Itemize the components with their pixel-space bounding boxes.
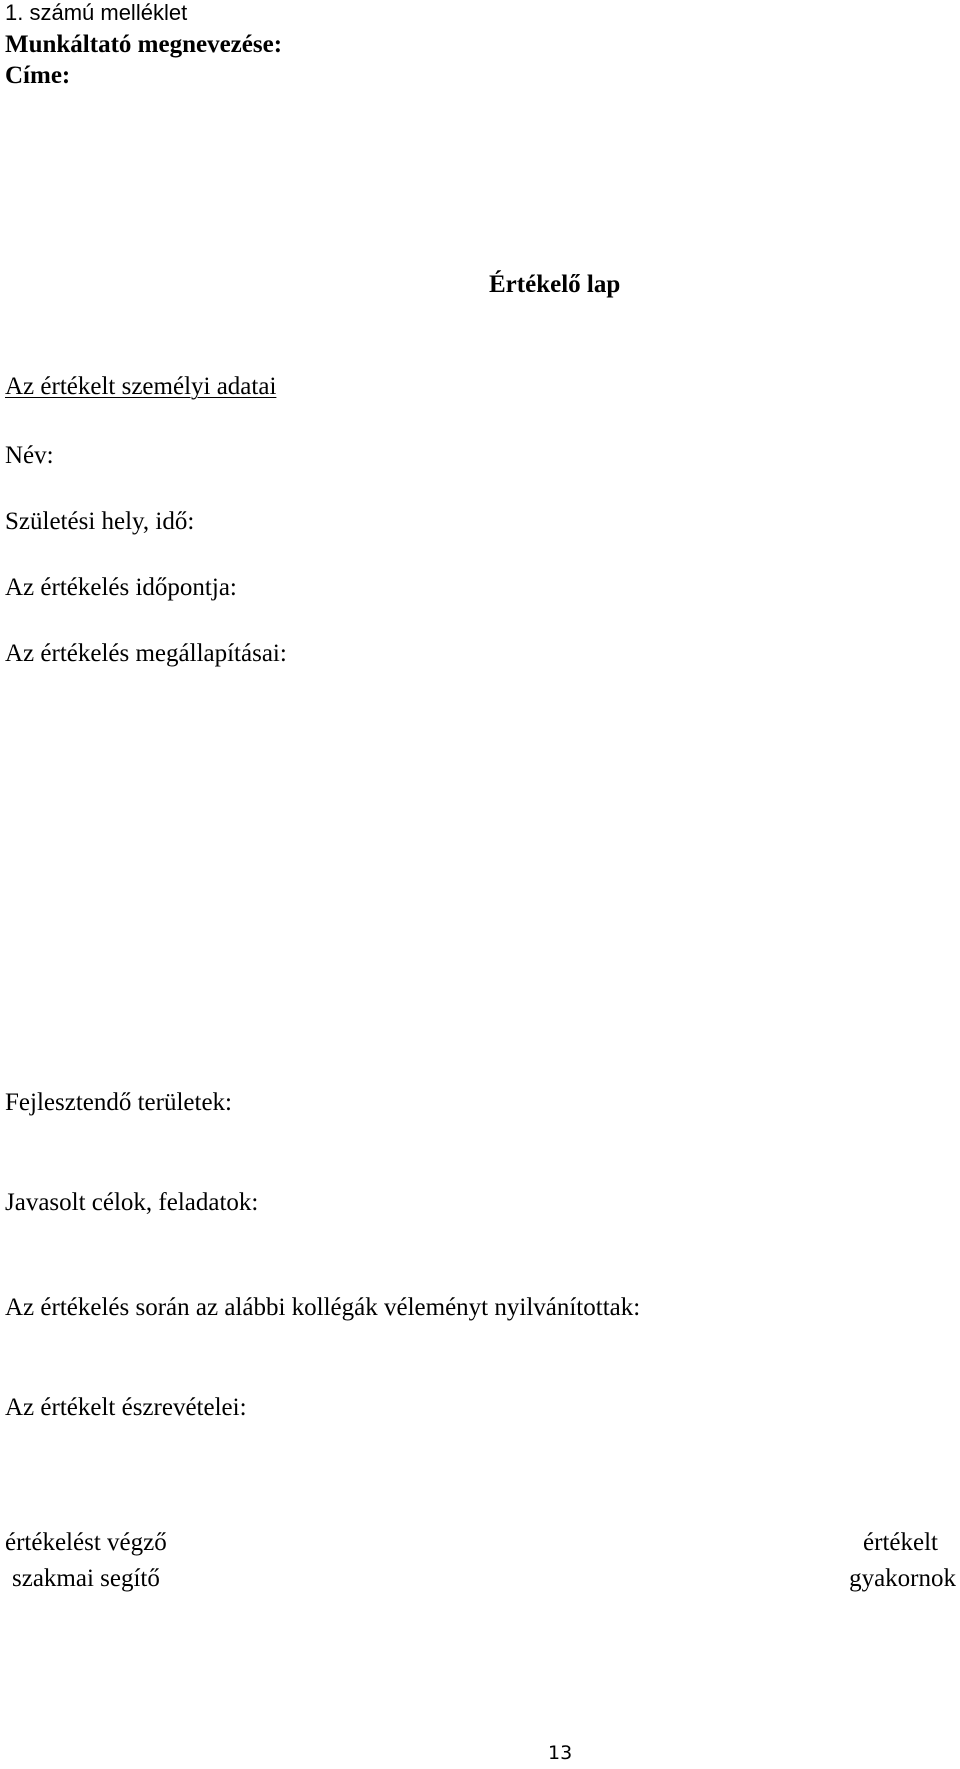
signature-right-line1: értékelt xyxy=(863,1529,938,1556)
page-number: 13 xyxy=(548,1742,573,1764)
development-areas-label: Fejlesztendő területek: xyxy=(5,1089,233,1116)
evaluation-date-label: Az értékelés időpontja: xyxy=(5,574,237,601)
suggested-goals-label: Javasolt célok, feladatok: xyxy=(5,1189,259,1216)
signature-left-line1: értékelést végző xyxy=(5,1529,167,1556)
personal-data-heading: Az értékelt személyi adatai xyxy=(5,373,277,400)
name-label: Név: xyxy=(5,442,54,469)
signature-right-line2: gyakornok xyxy=(849,1565,956,1592)
signature-left-line2: szakmai segítő xyxy=(12,1565,160,1592)
evaluation-findings-label: Az értékelés megállapításai: xyxy=(5,640,287,667)
colleagues-opinion-label: Az értékelés során az alábbi kollégák véleményt nyilvánítottak: xyxy=(5,1294,641,1321)
employer-address-label: Címe: xyxy=(5,62,71,89)
employer-name-label: Munkáltató megnevezése: xyxy=(5,31,283,58)
page-title: Értékelő lap xyxy=(489,271,621,298)
evaluatee-remarks-label: Az értékelt észrevételei: xyxy=(5,1394,247,1421)
birth-place-date-label: Születési hely, idő: xyxy=(5,508,195,535)
annex-label: 1. számú melléklet xyxy=(5,0,188,25)
